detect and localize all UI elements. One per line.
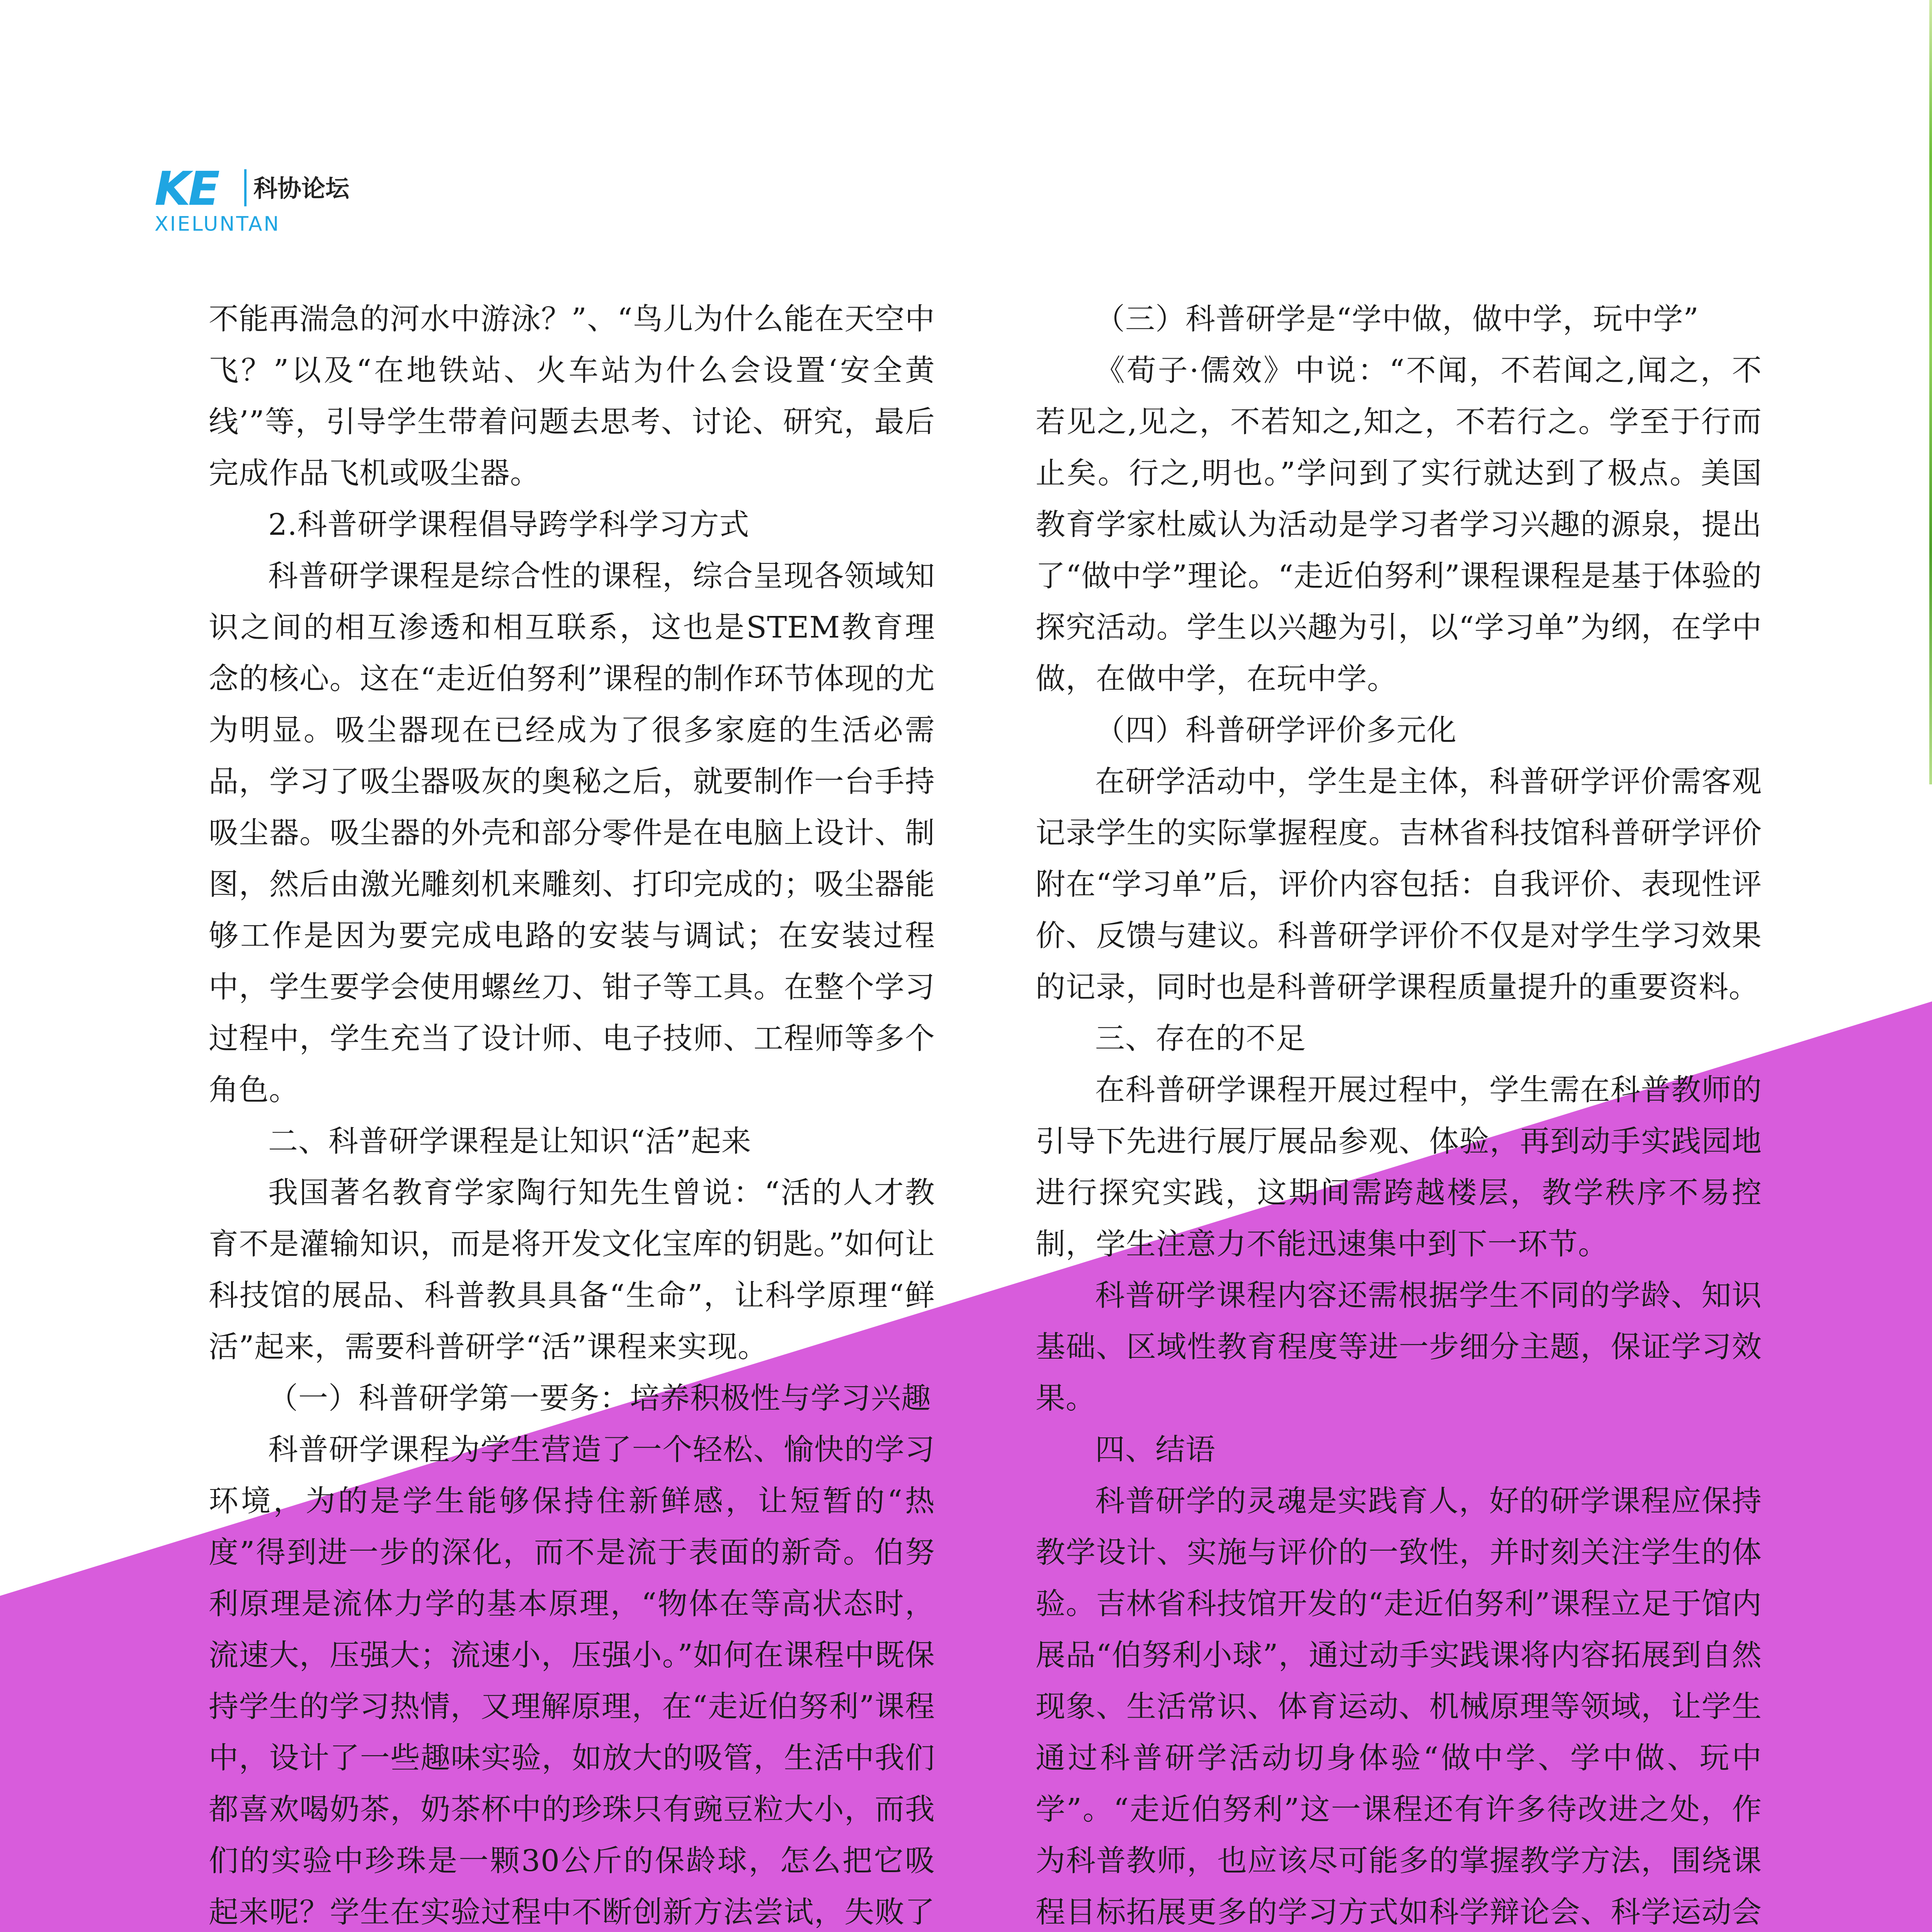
section-heading-four: 四、结语 — [1095, 1433, 1216, 1467]
subheading-interdisciplinary: 2.科普研学课程倡导跨学科学习方式 — [268, 508, 750, 542]
paragraph: 科普研学课程是综合性的课程，综合呈现各领域知识之间的相互渗透和相互联系，这也是STEM教育理念的核心。这在“走近伯努利”课程的制作环节体现的尤为明显。吸尘器现在已经成为了很多家庭的生活必需品，学习了吸尘器吸灰的奥秘之后，就要制作一台手持吸尘器。吸尘器的外壳和部分零件是在电脑上设计、制图，然后由激光雕刻机来雕刻、打印完成的；吸尘器能够工作是因为要完成电路的安装与调试；在安装过程中，学生要学会使用螺丝刀、钳子等工具。在整个学习过程中，学生充当了设计师、电子技师、工程师等多个角色。 — [209, 559, 935, 1107]
paragraph: 科普研学课程内容还需根据学生不同的学龄、知识基础、区域性教育程度等进一步细分主题，保证学习效果。 — [1036, 1279, 1762, 1416]
column-title: 科协论坛 — [253, 174, 350, 202]
column-pinyin: XIELUNTAN — [155, 213, 281, 236]
subheading-three: （三）科普研学是“学中做，做中学，玩中学” — [1095, 302, 1699, 337]
paragraph: 《荀子·儒效》中说：“不闻，不若闻之,闻之，不若见之,见之，不若知之,知之，不若行之。学至于行而止矣。行之,明也。”学问到了实行就达到了极点。美国教育学家杜威认为活动是学习者学习兴趣的源泉，提出了“做中学”理论。“走近伯努利”课程课程是基于体验的探究活动。学生以兴趣为引，以“学习单”为纲，在学中做，在做中学，在玩中学。 — [1036, 354, 1762, 696]
paragraph: 科普研学课程为学生营造了一个轻松、愉快的学习环境，为的是学生能够保持住新鲜感，让短暂的“热度”得到进一步的深化，而不是流于表面的新奇。伯努利原理是流体力学的基本原理，“物体在等高状态时，流速大，压强大；流速小，压强小。”如何在课程中既保持学生的学习热情，又理解原理，在“走近伯努利”课程中，设计了一些趣味实验，如放大的吸管，生活中我们都喜欢喝奶茶，奶茶杯中的珍珠只有豌豆粒大小，而我们的实验中珍珠是一颗30公斤的保龄球，怎么把它吸起来呢？学生在实验过程中不断创新方法尝试，失败了 — [209, 1433, 935, 1930]
left-text-column — [209, 294, 935, 1932]
right-text-column — [1036, 294, 1762, 1932]
section-heading-two: 二、科普研学课程是让知识“活”起来 — [268, 1124, 752, 1159]
logo-divider — [244, 169, 247, 206]
paragraph: 科普研学的灵魂是实践育人，好的研学课程应保持教学设计、实施与评价的一致性，并时刻关注学生的体验。吉林省科技馆开发的“走近伯努利”课程立足于馆内展品“伯努利小球”，通过动手实践课将内容拓展到自然现象、生活常识、体育运动、机械原理等领域，让学生通过科普研学活动切身体验“做中学、学中做、玩中学”。“走近伯努利”这一课程还有许多待改进之处，作为科普教师，也应该尽可能多的掌握教学方法，围绕课程目标拓展更多的学习方式如科学辩论会、科学运动会 — [1036, 1484, 1762, 1930]
subheading-one: （一）科普研学第一要务：培养积极性与学习兴趣 — [268, 1381, 931, 1416]
paragraph: 在研学活动中，学生是主体，科普研学评价需客观记录学生的实际掌握程度。吉林省科技馆科普研学评价附在“学习单”后，评价内容包括：自我评价、表现性评价、反馈与建议。科普研学评价不仅是对学生学习效果的记录，同时也是科普研学课程质量提升的重要资料。 — [1036, 765, 1762, 1005]
paragraph-continued: 不能再湍急的河水中游泳？”、“鸟儿为什么能在天空中飞？”以及“在地铁站、火车站为什么会设置‘安全黄线’”等，引导学生带着问题去思考、讨论、研究，最后完成作品飞机或吸尘器。 — [209, 302, 935, 491]
ke-logo: KE — [155, 162, 218, 216]
subheading-four: （四）科普研学评价多元化 — [1095, 713, 1457, 748]
paragraph: 我国著名教育学家陶行知先生曾说：“活的人才教育不是灌输知识，而是将开发文化宝库的钥匙。”如何让科技馆的展品、科普教具具备“生命”，让科学原理“鲜活”起来，需要科普研学“活”课程来实现。 — [209, 1176, 935, 1364]
section-heading-three: 三、存在的不足 — [1095, 1022, 1306, 1056]
grass-photo-strip — [1929, 0, 1932, 784]
paragraph: 在科普研学课程开展过程中，学生需在科普教师的引导下先进行展厅展品参观、体验，再到动手实践园地进行探究实践，这期间需跨越楼层，教学秩序不易控制，学生注意力不能迅速集中到下一环节。 — [1036, 1073, 1762, 1262]
